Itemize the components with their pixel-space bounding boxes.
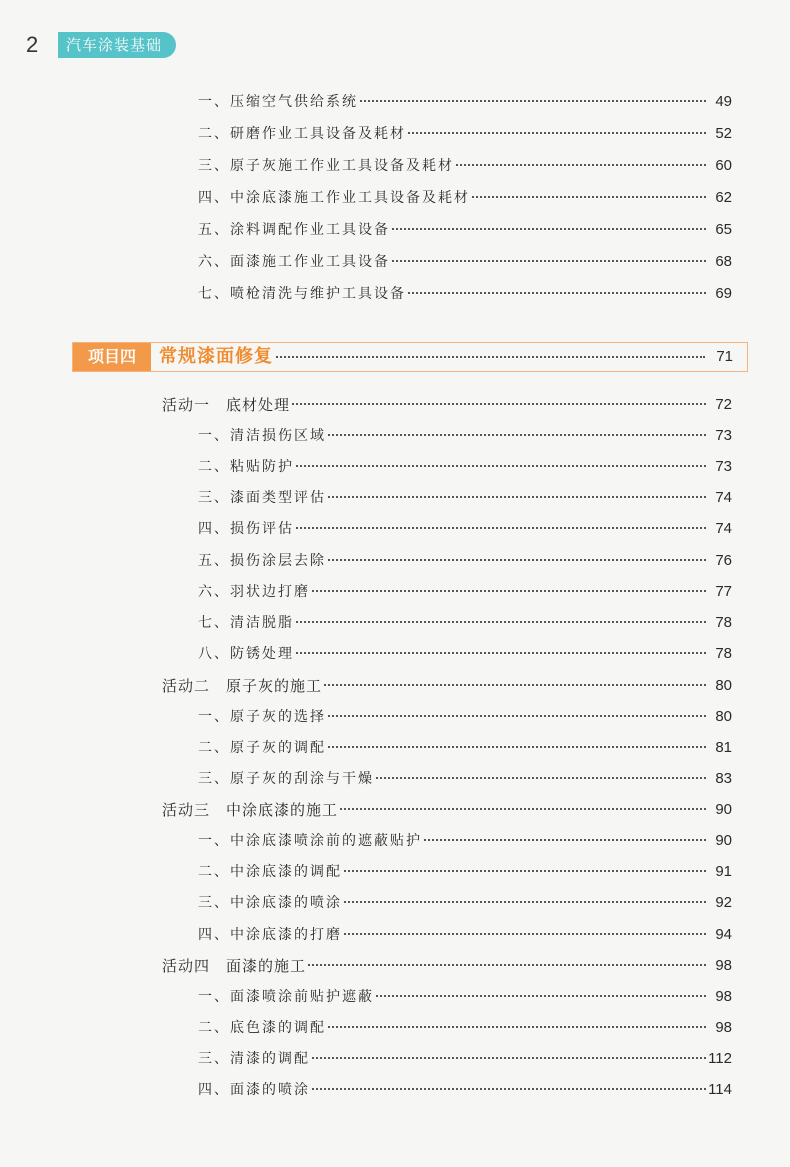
entry-label: 五、损伤涂层去除 xyxy=(198,547,328,575)
toc-entry[interactable] xyxy=(0,578,790,606)
entry-page: 83 xyxy=(715,770,732,787)
toc-entry[interactable] xyxy=(0,422,790,450)
entry-label: 活动三 中涂底漆的施工 xyxy=(162,796,340,824)
page-number: 2 xyxy=(26,32,39,57)
project-heading[interactable] xyxy=(72,342,748,372)
entry-page: 80 xyxy=(715,677,732,694)
entry-label: 四、面漆的喷涂 xyxy=(198,1076,312,1104)
entry-label: 一、原子灰的选择 xyxy=(198,703,328,731)
entry-page: 60 xyxy=(715,157,732,174)
entry-page: 81 xyxy=(715,739,732,756)
toc-entry[interactable] xyxy=(0,858,790,886)
entry-label: 三、原子灰的刮涂与干燥 xyxy=(198,765,376,793)
entry-label: 二、底色漆的调配 xyxy=(198,1014,328,1042)
entry-label: 一、面漆喷涂前贴护遮蔽 xyxy=(198,983,376,1011)
entry-page: 90 xyxy=(715,801,732,818)
toc-activity[interactable] xyxy=(0,952,790,980)
toc-entry[interactable] xyxy=(0,889,790,917)
toc-entry[interactable] xyxy=(0,120,790,148)
leader-dots xyxy=(273,356,705,358)
entry-page: 65 xyxy=(715,221,732,238)
toc-entry[interactable] xyxy=(0,703,790,731)
entry-page: 62 xyxy=(715,189,732,206)
entry-page: 94 xyxy=(715,926,732,943)
toc-entry[interactable] xyxy=(0,547,790,575)
toc-activity[interactable] xyxy=(0,796,790,824)
toc-entry[interactable] xyxy=(0,280,790,308)
entry-label: 五、涂料调配作业工具设备 xyxy=(198,216,392,244)
toc-entry[interactable] xyxy=(0,640,790,668)
entry-label: 六、羽状边打磨 xyxy=(198,578,312,606)
book-title-tab: 汽车涂装基础 xyxy=(58,32,176,58)
entry-label: 三、漆面类型评估 xyxy=(198,484,328,512)
entry-label: 二、中涂底漆的调配 xyxy=(198,858,344,886)
toc-entry[interactable] xyxy=(0,765,790,793)
entry-label: 一、中涂底漆喷涂前的遮蔽贴护 xyxy=(198,827,424,855)
toc-entry[interactable] xyxy=(0,1045,790,1073)
entry-label: 三、中涂底漆的喷涂 xyxy=(198,889,344,917)
toc-activity[interactable] xyxy=(0,672,790,700)
toc-entry[interactable] xyxy=(0,515,790,543)
entry-label: 七、喷枪清洗与维护工具设备 xyxy=(198,280,408,308)
entry-label: 四、损伤评估 xyxy=(198,515,296,543)
toc-entry[interactable] xyxy=(0,216,790,244)
toc-entry[interactable] xyxy=(0,484,790,512)
toc-entry[interactable] xyxy=(0,1014,790,1042)
toc-entry[interactable] xyxy=(0,827,790,855)
entry-page: 92 xyxy=(715,894,732,911)
toc-entry[interactable] xyxy=(0,734,790,762)
toc-entry[interactable] xyxy=(0,921,790,949)
entry-label: 二、粘贴防护 xyxy=(198,453,296,481)
entry-page: 90 xyxy=(715,832,732,849)
toc-entry[interactable] xyxy=(0,609,790,637)
entry-page: 98 xyxy=(715,1019,732,1036)
entry-page: 73 xyxy=(715,458,732,475)
toc-activity[interactable] xyxy=(0,391,790,419)
entry-label: 四、中涂底漆施工作业工具设备及耗材 xyxy=(198,184,472,212)
entry-label: 一、压缩空气供给系统 xyxy=(198,88,360,116)
toc-entry[interactable] xyxy=(0,983,790,1011)
entry-page: 114 xyxy=(708,1081,732,1098)
entry-page: 77 xyxy=(715,583,732,600)
project-page: 71 xyxy=(716,348,733,365)
entry-page: 78 xyxy=(715,645,732,662)
entry-page: 98 xyxy=(715,988,732,1005)
entry-page: 72 xyxy=(715,396,732,413)
entry-label: 八、防锈处理 xyxy=(198,640,296,668)
entry-label: 活动二 原子灰的施工 xyxy=(162,672,324,700)
entry-page: 80 xyxy=(715,708,732,725)
entry-page: 76 xyxy=(715,552,732,569)
entry-label: 二、原子灰的调配 xyxy=(198,734,328,762)
entry-page: 74 xyxy=(715,489,732,506)
entry-page: 69 xyxy=(715,285,732,302)
toc-entry[interactable] xyxy=(0,248,790,276)
entry-page: 68 xyxy=(715,253,732,270)
entry-label: 六、面漆施工作业工具设备 xyxy=(198,248,392,276)
project-tag: 项目四 xyxy=(73,343,151,371)
toc-entry[interactable] xyxy=(0,152,790,180)
entry-label: 活动一 底材处理 xyxy=(162,391,292,419)
project-title: 常规漆面修复 xyxy=(159,343,275,371)
entry-page: 78 xyxy=(715,614,732,631)
toc-entry[interactable] xyxy=(0,453,790,481)
entry-label: 一、清洁损伤区域 xyxy=(198,422,328,450)
toc-entry[interactable] xyxy=(0,1076,790,1104)
entry-page: 98 xyxy=(715,957,732,974)
entry-page: 52 xyxy=(715,125,732,142)
toc-entry[interactable] xyxy=(0,184,790,212)
entry-page: 74 xyxy=(715,520,732,537)
entry-label: 活动四 面漆的施工 xyxy=(162,952,308,980)
entry-page: 73 xyxy=(715,427,732,444)
entry-label: 三、清漆的调配 xyxy=(198,1045,312,1073)
entry-label: 三、原子灰施工作业工具设备及耗材 xyxy=(198,152,456,180)
entry-label: 四、中涂底漆的打磨 xyxy=(198,921,344,949)
entry-page: 112 xyxy=(708,1050,732,1067)
entry-label: 七、清洁脱脂 xyxy=(198,609,296,637)
entry-page: 49 xyxy=(715,93,732,110)
entry-page: 91 xyxy=(715,863,732,880)
entry-label: 二、研磨作业工具设备及耗材 xyxy=(198,120,408,148)
toc-entry[interactable] xyxy=(0,88,790,116)
